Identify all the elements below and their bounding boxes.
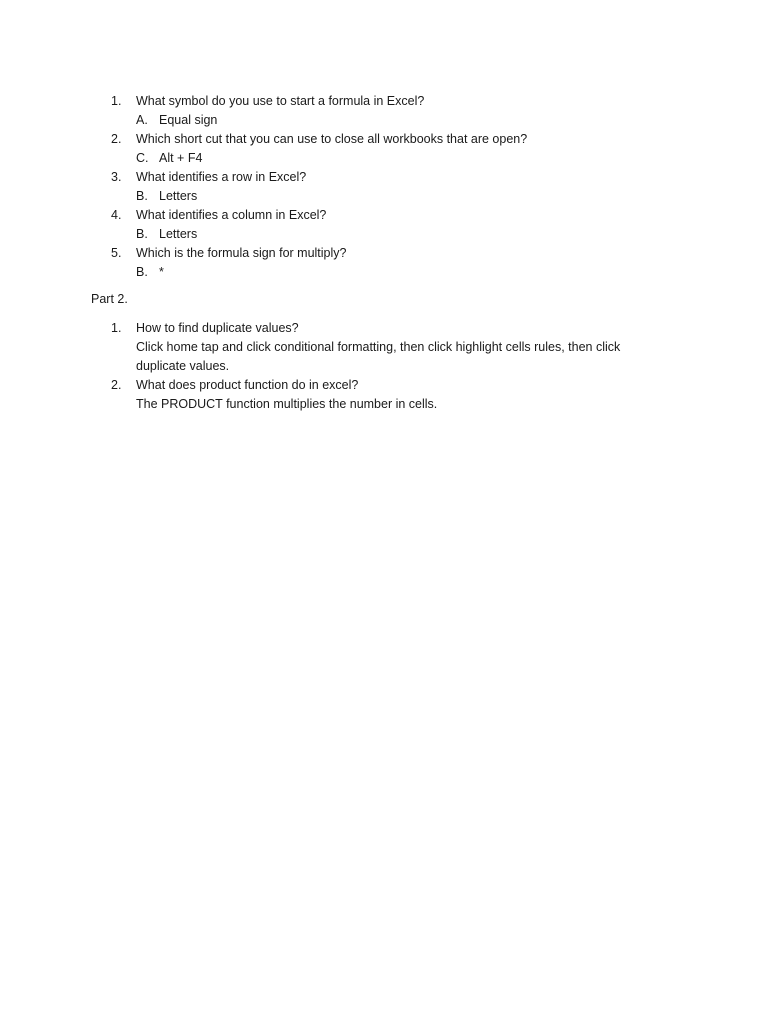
part2-question-list <box>0 319 768 414</box>
part1-question-list <box>0 92 768 282</box>
question-number: 3. <box>111 170 122 184</box>
question-item <box>0 130 768 149</box>
answer-item <box>0 187 768 206</box>
answer-letter: B. <box>136 189 148 203</box>
question-item <box>0 168 768 187</box>
answer-text: Alt + F4 <box>159 151 203 165</box>
answer-letter: C. <box>136 151 149 165</box>
answer-text: * <box>159 265 164 279</box>
question-text: Which is the formula sign for multiply? <box>136 246 347 260</box>
question-item <box>0 319 768 338</box>
question-number: 1. <box>111 94 122 108</box>
answer-item <box>0 111 768 130</box>
answer-item <box>0 149 768 168</box>
question-text: What does product function do in excel? <box>136 378 359 392</box>
question-number: 2. <box>111 132 122 146</box>
question-number: 1. <box>111 321 122 335</box>
answer-item <box>0 263 768 282</box>
answer-letter: B. <box>136 265 148 279</box>
answer-text: Equal sign <box>159 113 218 127</box>
question-item <box>0 206 768 225</box>
question-text: Which short cut that you can use to close all workbooks that are open? <box>136 132 528 146</box>
question-text: What identifies a row in Excel? <box>136 170 307 184</box>
answer-explanation: Click home tap and click conditional formatting, then click highlight cells rules, then click duplicate values. <box>136 340 621 373</box>
question-item <box>0 244 768 263</box>
question-item <box>0 376 768 395</box>
question-number: 5. <box>111 246 122 260</box>
answer-explanation: The PRODUCT function multiplies the number in cells. <box>136 397 438 411</box>
answer-text: Letters <box>159 227 198 241</box>
answer-letter: B. <box>136 227 148 241</box>
question-number: 4. <box>111 208 122 222</box>
question-number: 2. <box>111 378 122 392</box>
question-item <box>0 92 768 111</box>
answer-letter: A. <box>136 113 148 127</box>
answer-text: Letters <box>159 189 198 203</box>
part2-heading: Part 2. <box>91 292 128 306</box>
question-text: What identifies a column in Excel? <box>136 208 327 222</box>
question-text: How to find duplicate values? <box>136 321 299 335</box>
answer-item <box>0 225 768 244</box>
question-text: What symbol do you use to start a formula in Excel? <box>136 94 425 108</box>
